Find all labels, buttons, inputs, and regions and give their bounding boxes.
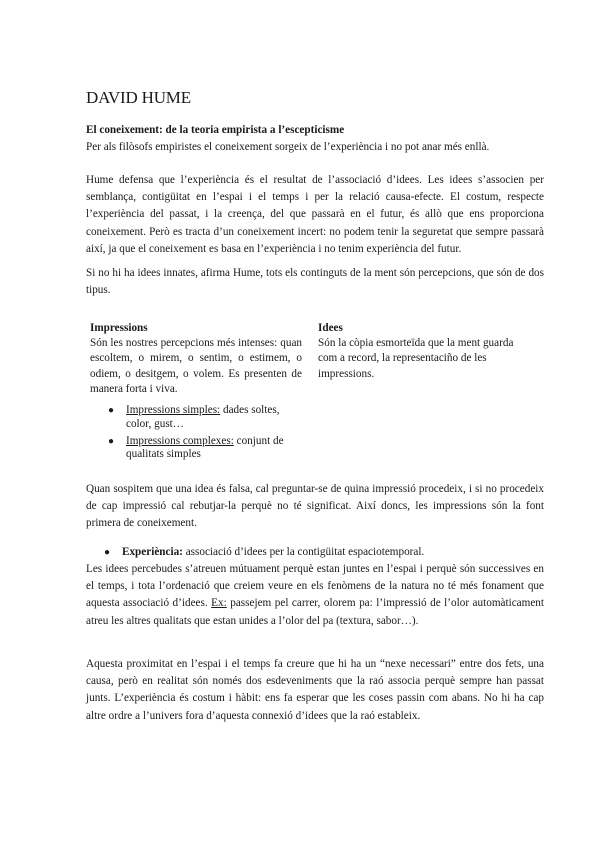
paragraph-association: Hume defensa que l’experiència és el resultat de l’associació d’idees. Les idees s’associen per semblança, contigüitat en l’espai i el temps i per la relació causa-efecte. El costum, respecte l’experiència del passat, i la creença, del que passarà en el futur, és allò que ens proporciona coneixement. Però es tracta d’un coneixement incert: no podem tenir la seguretat que sempre passarà així, ja que el coneixement es basa en l’experiència i no tenim experiència del futur. xyxy=(86,174,544,255)
paragraph-text: Les idees percebudes s’atreuen mútuament perquè estan juntes en l’espai i perquè són successives en el temps, i tota l’ordenació que creiem veure en els fenòmens de la natura no té més fonament que aquesta associació d’idees. xyxy=(86,563,544,610)
bullet-icon: ● xyxy=(108,435,115,447)
impressions-heading: Impressions xyxy=(90,322,148,334)
list-item xyxy=(106,404,306,432)
bullet-text: conjunt de qualitats simples xyxy=(126,434,284,461)
impressions-list xyxy=(106,404,306,465)
paragraph-attraction xyxy=(86,561,544,630)
paragraph-false-ideas: Quan sospitem que una idea és falsa, cal preguntar-se de quina impressió procedeix, i si no procedeix de cap impressió cal rebutjar-la perquè no té significat. Així doncs, les impressions són la font primera de coneixement. xyxy=(86,483,544,530)
bullet-label: Impressions complexes: xyxy=(126,434,234,447)
ideas-column xyxy=(318,321,534,382)
paragraph-perceptions: Si no hi ha idees innates, afirma Hume, tots els continguts de la ment són percepcions, que són de dos tipus. xyxy=(86,267,544,297)
section-heading: El coneixement: de la teoria empirista a l’escepticisme xyxy=(86,124,345,136)
impressions-text: Són les nostres percepcions més intenses: quan escoltem, o mirem, o sentim, o estimem, o odiem, o desitgem, o volem. Es presenten de manera forta i viva. xyxy=(90,337,302,395)
example-label: Ex: xyxy=(211,597,227,610)
ideas-text: Són la còpia esmorteïda que la ment guarda com a record, la representaciño de les impressions. xyxy=(318,337,514,380)
impressions-column xyxy=(90,321,302,397)
experience-bullet xyxy=(104,544,544,561)
experience-text: associació d’idees per la contigüitat espaciotemporal. xyxy=(182,546,425,558)
intro-paragraph: Per als filòsofs empiristes el coneixement sorgeix de l’experiència i no pot anar més enllà. xyxy=(86,141,490,153)
bullet-text: dades soltes, color, gust… xyxy=(126,404,280,430)
paragraph-proximity: Aquesta proximitat en l’espai i el temps fa creure que hi ha un “nexe necessari” entre dos fets, una causa, però en realitat són només dos esdeveniments que la raó associa perquè sempre han passat junts. L’experiència és costum i hàbit: ens fa esperar que les coses passin com abans. No hi ha cap altre ordre a l’univers fora d’aquesta connexió d’idees que la raó estableix. xyxy=(86,658,544,722)
paragraph-text: passejem pel carrer, olorem pa: l’impressió de l’olor automàticament atreu les altres qualitats que estan unides a l’olor del pa (textura, sabor…). xyxy=(86,597,544,627)
page-title: DAVID HUME xyxy=(86,88,191,107)
bullet-label: Impressions simples: xyxy=(126,404,221,416)
ideas-heading: Idees xyxy=(318,322,343,334)
bullet-icon: ● xyxy=(104,547,111,558)
bullet-icon: ● xyxy=(108,405,115,416)
list-item xyxy=(106,435,306,463)
experience-label: Experiència: xyxy=(122,546,183,558)
